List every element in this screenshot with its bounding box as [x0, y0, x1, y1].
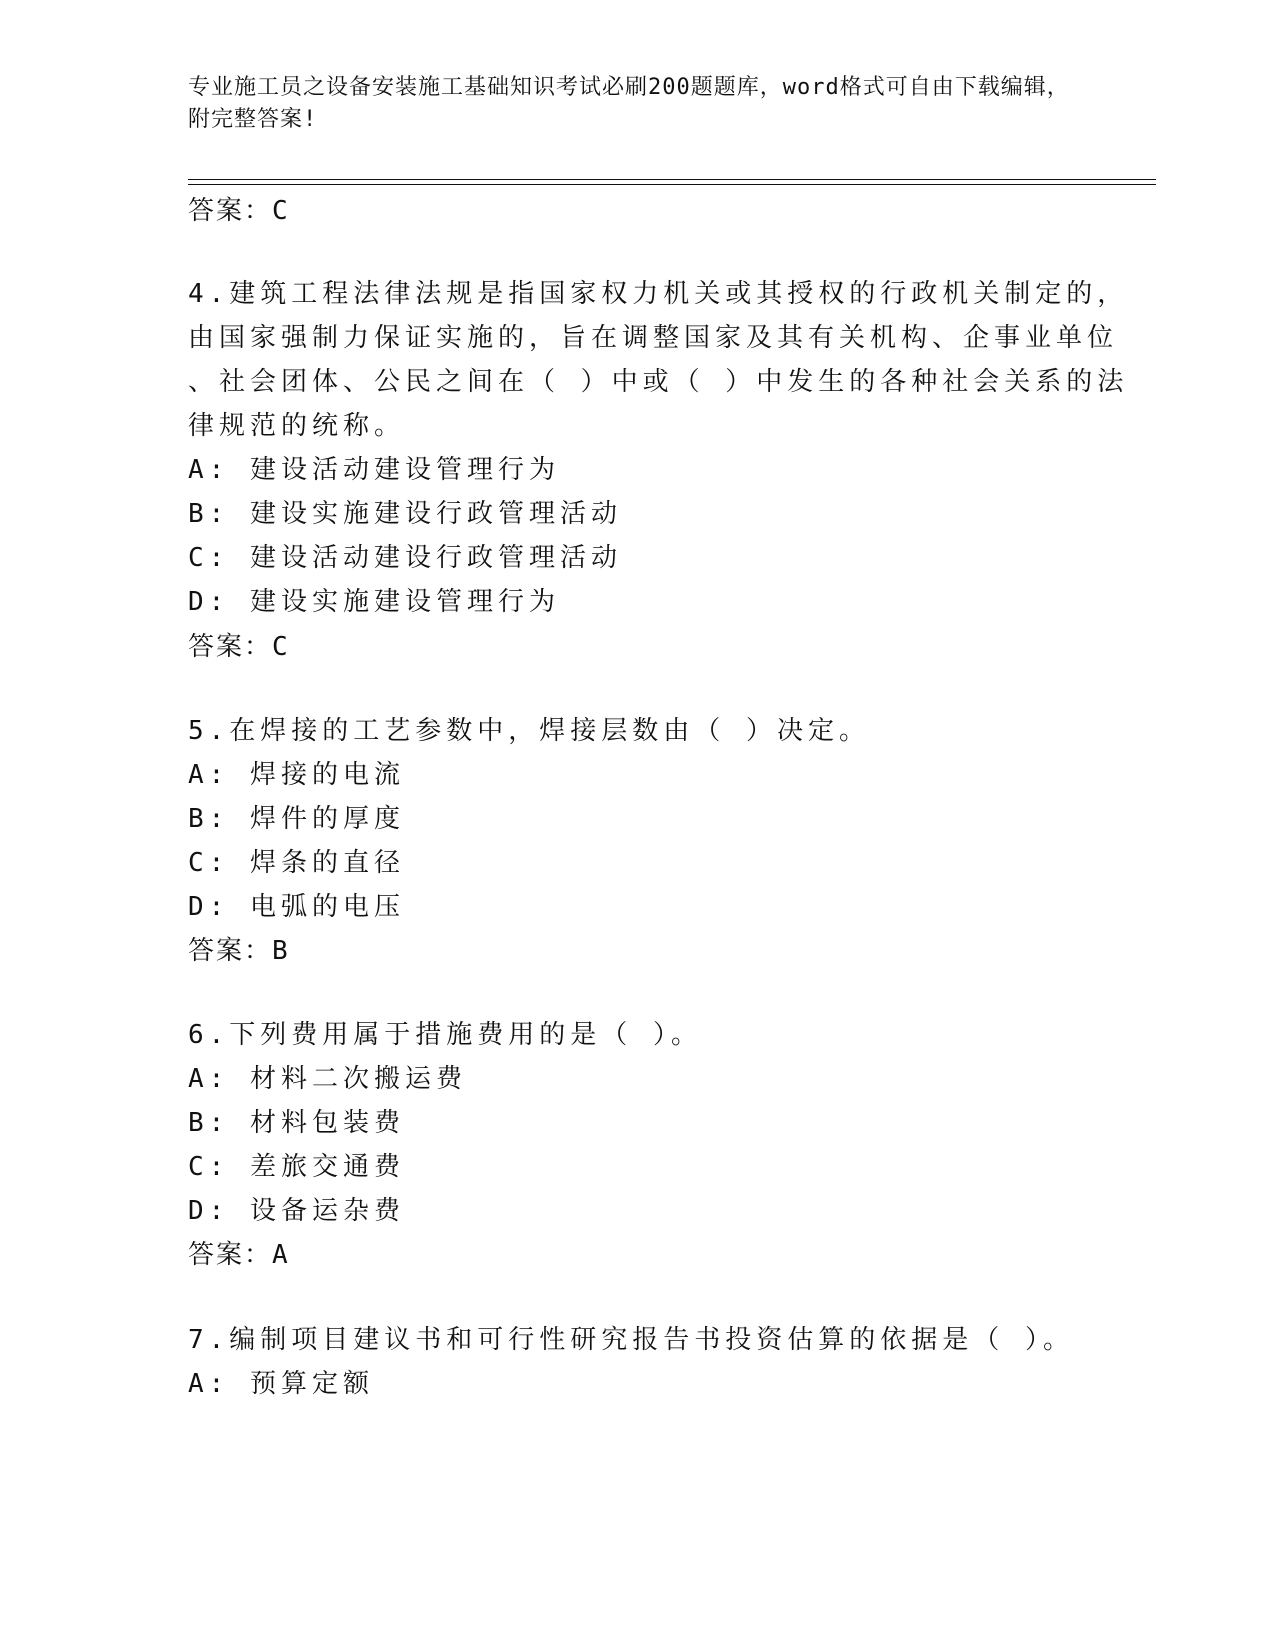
q4-stem-line-2: 由国家强制力保证实施的，旨在调整国家及其有关机构、企事业单位: [188, 323, 1119, 353]
answer-value: C: [272, 196, 288, 226]
header-rule-bottom: [188, 184, 1156, 185]
q4-stem-line-4: 律规范的统称。: [188, 411, 406, 441]
q5-stem-line-1: 5.在焊接的工艺参数中，焊接层数由（ ）决定。: [188, 716, 870, 746]
q5-answer: [188, 930, 288, 967]
q4-answer: [188, 626, 288, 663]
q6-answer: [188, 1234, 288, 1271]
header-rule-top: [188, 179, 1156, 180]
q4-stem-line-1: 4.建筑工程法律法规是指国家权力机关或其授权的行政机关制定的，: [188, 279, 1129, 309]
q4-option-a: A: 建设活动建设管理行为: [188, 455, 560, 485]
q4-option-c: C: 建设活动建设行政管理活动: [188, 543, 622, 573]
answer-label: 答案：: [188, 1240, 273, 1270]
answer-label: 答案：: [188, 632, 273, 662]
q6-option-c: C: 差旅交通费: [188, 1152, 405, 1182]
q7-option-a: A: 预算定额: [188, 1369, 374, 1399]
q6-option-b: B: 材料包装费: [188, 1108, 405, 1138]
q5-option-b: B: 焊件的厚度: [188, 804, 405, 834]
answer-value: A: [272, 1240, 288, 1270]
answer-label: 答案：: [188, 196, 273, 226]
answer-value: B: [272, 936, 288, 966]
q5-option-a: A: 焊接的电流: [188, 760, 405, 790]
q4-option-b: B: 建设实施建设行政管理活动: [188, 499, 622, 529]
q5-option-c: C: 焊条的直径: [188, 848, 405, 878]
q7-stem-line-1: 7.编制项目建议书和可行性研究报告书投资估算的依据是（ ）。: [188, 1325, 1074, 1355]
q4-stem-line-3: 、社会团体、公民之间在（ ）中或（ ）中发生的各种社会关系的法: [188, 367, 1129, 397]
answer-label: 答案：: [188, 936, 273, 966]
page-header: 专业施工员之设备安装施工基础知识考试必刷200题题库，word格式可自由下载编辑，附完整答案!: [188, 75, 1070, 132]
q6-option-d: D: 设备运杂费: [188, 1196, 405, 1226]
q5-option-d: D: 电弧的电压: [188, 892, 405, 922]
q6-stem-line-1: 6.下列费用属于措施费用的是（ ）。: [188, 1020, 702, 1050]
q6-option-a: A: 材料二次搬运费: [188, 1064, 467, 1094]
answer-value: C: [272, 632, 288, 662]
q4-option-d: D: 建设实施建设管理行为: [188, 587, 560, 617]
prev-answer: [188, 190, 288, 227]
